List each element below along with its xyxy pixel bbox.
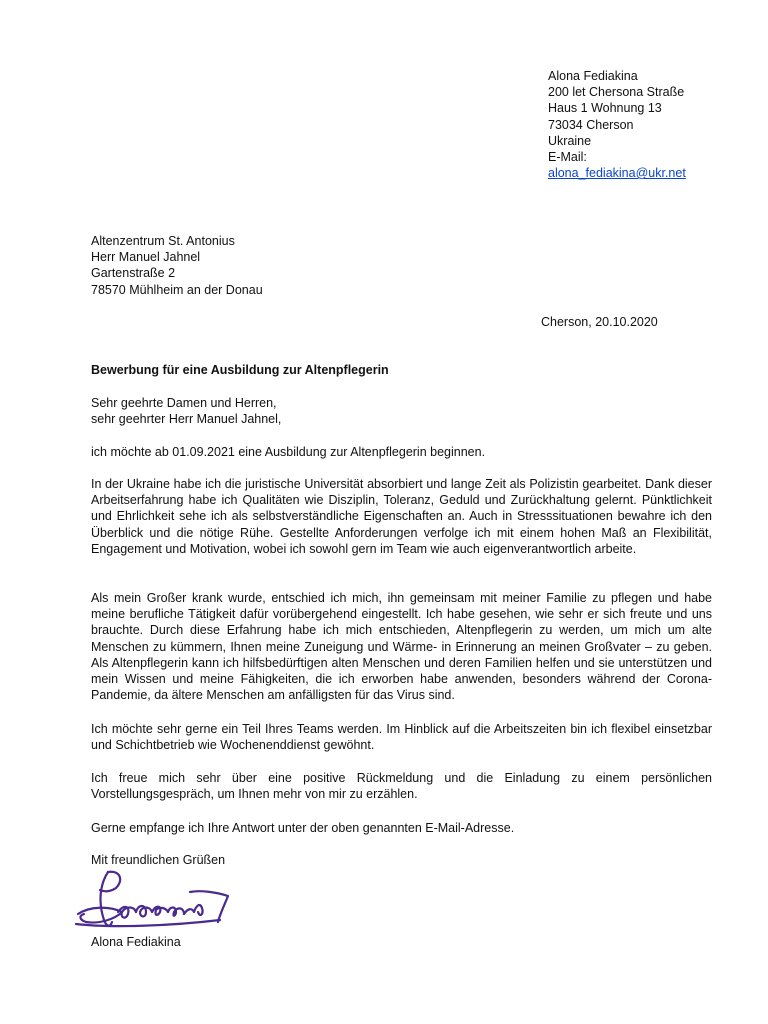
- sender-country: Ukraine: [548, 133, 592, 148]
- salutation-line-2: sehr geehrter Herr Manuel Jahnel,: [91, 412, 282, 427]
- sender-name: Alona Fediakina: [548, 69, 638, 83]
- paragraph-intro: ich möchte ab 01.09.2021 eine Ausbildung zur Altenpflegerin beginnen.: [91, 445, 486, 459]
- recipient-city: 78570 Mühlheim an der Donau: [91, 282, 263, 297]
- paragraph-interview: Ich freue mich sehr über eine positive Rückmeldung und die Einladung zu einem persönlichen Vorstellungsgespräch, um Ihnen mehr von mir zu erzählen.: [91, 771, 712, 802]
- letter-date: Cherson, 20.10.2020: [541, 315, 658, 329]
- sender-street: 200 let Chersona Straße: [548, 85, 685, 100]
- sender-city: 73034 Cherson: [548, 117, 634, 132]
- recipient-person: Herr Manuel Jahnel: [91, 250, 201, 265]
- signer-name: Alona Fediakina: [91, 935, 181, 949]
- sender-email-label: E-Mail:: [548, 150, 587, 165]
- recipient-street: Gartenstraße 2: [91, 266, 176, 281]
- sender-house: Haus 1 Wohnung 13: [548, 101, 662, 116]
- salutation: [91, 395, 281, 427]
- paragraph-experience: In der Ukraine habe ich die juristische Universität absorbiert und lange Zeit als Polizistin gearbeitet. Dank dieser Arbeitserfahrung habe ich Qualitäten wie Disziplin, Toleranz, Geduld und Zurückhaltung gelernt. Pünktlichkeit und Ehrlichkeit sehe ich als selbstverständliche Eigenschaften an. Auch in Stresssituationen bewahre ich den Überblick und die nötige Rühe. Gestellte Anforderungen verfolge ich mit einem hohen Maß an Flexibilität, Engagement und Motivation, wobei ich sowohl gern im Team wie auch eigenverantwortlich arbeite.: [91, 477, 712, 556]
- letter-subject: Bewerbung für eine Ausbildung zur Altenpflegerin: [91, 363, 389, 377]
- salutation-line-1: Sehr geehrte Damen und Herren,: [91, 396, 277, 410]
- sender-email-link[interactable]: alona_fediakina@ukr.net: [548, 166, 686, 181]
- paragraph-team: Ich möchte sehr gerne ein Teil Ihres Teams werden. Im Hinblick auf die Arbeitszeiten bin ich flexibel einsetzbar und Schichtbetrieb wie Wochenenddienst gewöhnt.: [91, 722, 712, 753]
- recipient-address: [91, 233, 263, 298]
- paragraph-motivation: Als mein Großer krank wurde, entschied ich mich, ihn gemeinsam mit meiner Familie zu pflegen und habe meine berufliche Tätigkeit dafür vorübergehend eingestellt. Ich habe gesehen, wie sehr er sich freute und uns brauchte. Durch diese Erfahrung habe ich mich entschieden, Altenpflegerin zu werden, um mich um alte Menschen zu kümmern, Ihnen meine Zuneigung und Wärme- in Erinnerung an meinen Großvater – zu geben. Als Altenpflegerin kann ich hilfsbedürftigen alten Menschen und deren Familien helfen und sie unterstützen und mein Wissen und meine Fähigkeiten, die ich erworben habe anwenden, besonders während der Corona-Pandemie, da ältere Menschen am anfälligsten für das Virus sind.: [91, 591, 712, 703]
- recipient-org: Altenzentrum St. Antonius: [91, 234, 235, 248]
- paragraph-contact: Gerne empfange ich Ihre Antwort unter der oben genannten E-Mail-Adresse.: [91, 821, 515, 835]
- sender-address: [548, 68, 686, 181]
- handwritten-signature: [70, 862, 240, 934]
- closing-phrase: Mit freundlichen Grüßen: [91, 853, 226, 867]
